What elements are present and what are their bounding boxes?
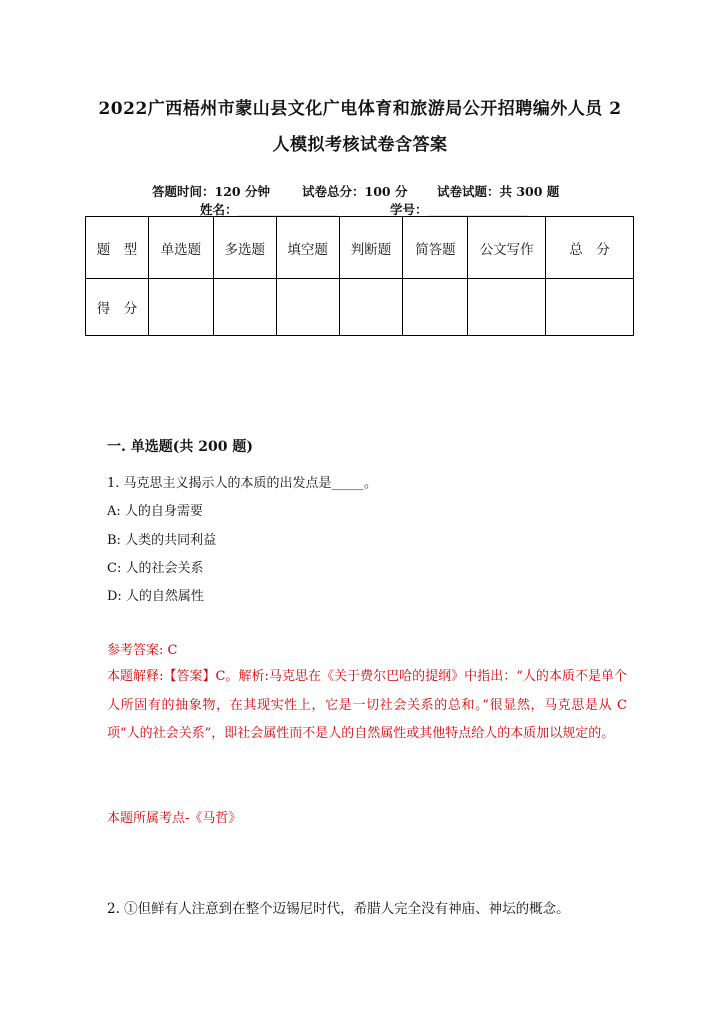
student-id-field: 学号：________________ <box>390 202 528 217</box>
question-1-option-a: A: 人的自身需要 <box>107 504 203 519</box>
question-2-stem: 2. ①但鲜有人注意到在整个迈锡尼时代，希腊人完全没有神庙、神坛的概念。 <box>107 901 570 917</box>
score-cell[interactable] <box>213 279 276 336</box>
header-cell-short: 简答题 <box>403 217 468 279</box>
section-title: 一. 单选题(共 200 题) <box>107 439 253 455</box>
score-cell[interactable] <box>403 279 468 336</box>
score-table-header-row <box>86 217 634 279</box>
score-cell[interactable] <box>339 279 403 336</box>
question-1-topic: 本题所属考点-《马哲》 <box>107 811 242 826</box>
question-1-option-c: C: 人的社会关系 <box>107 561 204 576</box>
question-1-stem: 1. 马克思主义揭示人的本质的出发点是_____。 <box>107 476 378 491</box>
question-1-option-b: B: 人类的共同利益 <box>107 533 217 548</box>
question-1-analysis: 本题解释:【答案】C。解析:马克思在《关于费尔巴哈的提纲》中指出：“人的本质不是单个人所固有的抽象物，在其现实性上，它是一切社会关系的总和。”很显然，马克思是从 C 项“人的社会关系”，即社会属性而不是人的自然属性或其他特点给人的本质加以规定的。 <box>107 669 627 742</box>
doc-title-line1: 2022广西梧州市蒙山县文化广电体育和旅游局公开招聘编外人员 2 <box>98 99 622 119</box>
header-cell-single: 单选题 <box>148 217 213 279</box>
score-table-score-row <box>86 279 634 336</box>
question-1-answer: 参考答案: C <box>107 643 178 658</box>
doc-title-line2: 人模拟考核试卷含答案 <box>272 135 448 155</box>
row-label-score: 得 分 <box>86 279 149 336</box>
meta-total: 试卷总分：100 分 <box>302 184 408 199</box>
meta-time: 答题时间：120 分钟 <box>152 184 270 199</box>
header-cell-judge: 判断题 <box>339 217 403 279</box>
header-cell-fill: 填空题 <box>276 217 339 279</box>
meta-count: 试卷试题：共 300 题 <box>437 184 560 199</box>
score-cell[interactable] <box>468 279 546 336</box>
header-cell-total: 总 分 <box>546 217 634 279</box>
header-cell-type: 题 型 <box>86 217 149 279</box>
score-cell[interactable] <box>546 279 634 336</box>
question-1-option-d: D: 人的自然属性 <box>107 589 204 604</box>
header-cell-writing: 公文写作 <box>468 217 546 279</box>
header-cell-multi: 多选题 <box>213 217 276 279</box>
name-field: 姓名：________________ <box>200 202 338 217</box>
score-cell[interactable] <box>148 279 213 336</box>
score-cell[interactable] <box>276 279 339 336</box>
score-table <box>85 216 634 336</box>
